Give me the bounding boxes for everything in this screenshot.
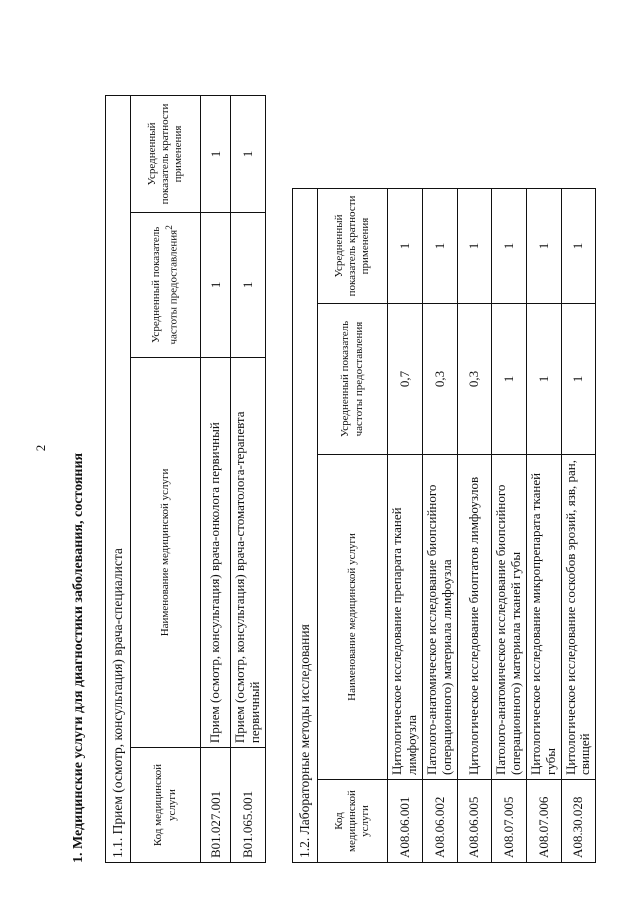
service-code: A08.06.005 xyxy=(457,780,491,863)
consultation-table xyxy=(105,95,266,863)
frequency-value: 1 xyxy=(231,212,266,357)
header-frequency-text: Усредненный показатель частоты предоставления xyxy=(150,226,180,345)
table-row xyxy=(388,189,423,863)
table-row xyxy=(231,96,266,863)
service-code: A08.07.005 xyxy=(491,780,526,863)
table-row xyxy=(561,189,596,863)
header-name: Наименование медицинской услуги xyxy=(318,455,388,780)
frequency-value: 1 xyxy=(491,304,526,455)
page-number: 2 xyxy=(33,444,48,452)
frequency-value: 0,3 xyxy=(422,304,457,455)
service-name: Прием (осмотр, консультация) врача-онколога первичный xyxy=(201,357,231,747)
multiplicity-value: 1 xyxy=(457,189,491,304)
rotated-page-content xyxy=(65,35,593,865)
frequency-value: 1 xyxy=(561,304,596,455)
frequency-value: 1 xyxy=(526,304,561,455)
consultation-caption-row xyxy=(106,96,131,863)
multiplicity-value: 1 xyxy=(388,189,423,304)
multiplicity-value: 1 xyxy=(201,96,231,213)
lab-caption: 1.2. Лабораторные методы исследования xyxy=(293,189,318,863)
multiplicity-value: 1 xyxy=(561,189,596,304)
table-row xyxy=(457,189,491,863)
service-code: B01.027.001 xyxy=(201,748,231,863)
lab-header-row xyxy=(318,189,388,863)
service-name: Цитологическое исследование микропрепарата тканей губы xyxy=(526,455,561,780)
header-code: Код медицинской услуги xyxy=(318,780,388,863)
header-multiplicity: Усредненный показатель кратности применения xyxy=(318,189,388,304)
lab-caption-row xyxy=(293,189,318,863)
header-frequency xyxy=(131,212,201,357)
section-title: 1. Медицинские услуги для диагностики заболевания, состояния xyxy=(71,452,86,863)
consultation-caption: 1.1. Прием (осмотр, консультация) врача-специалиста xyxy=(106,96,131,863)
footnote-marker: 2 xyxy=(163,225,174,230)
service-code: A08.06.002 xyxy=(422,780,457,863)
table-row xyxy=(491,189,526,863)
header-code: Код медицинской услуги xyxy=(131,748,201,863)
header-multiplicity: Усредненный показатель кратности применения xyxy=(131,96,201,213)
multiplicity-value: 1 xyxy=(231,96,266,213)
header-frequency: Усредненный показатель частоты предоставления xyxy=(318,304,388,455)
table-row xyxy=(201,96,231,863)
service-code: A08.30.028 xyxy=(561,780,596,863)
service-name: Патолого-анатомическое исследование биопсийного (операционного) материала тканей губы xyxy=(491,455,526,780)
lab-methods-table xyxy=(292,188,596,863)
multiplicity-value: 1 xyxy=(526,189,561,304)
multiplicity-value: 1 xyxy=(422,189,457,304)
service-code: A08.06.001 xyxy=(388,780,423,863)
frequency-value: 0,7 xyxy=(388,304,423,455)
service-name: Патолого-анатомическое исследование биопсийного (операционного) материала лимфоузла xyxy=(422,455,457,780)
service-code: B01.065.001 xyxy=(231,748,266,863)
frequency-value: 1 xyxy=(201,212,231,357)
service-name: Цитологическое исследование препарата тканей лимфоузла xyxy=(388,455,423,780)
frequency-value: 0,3 xyxy=(457,304,491,455)
header-name: Наименование медицинской услуги xyxy=(131,357,201,747)
service-name: Прием (осмотр, консультация) врача-стоматолога-терапевта первичный xyxy=(231,357,266,747)
table-row xyxy=(526,189,561,863)
table-row xyxy=(422,189,457,863)
multiplicity-value: 1 xyxy=(491,189,526,304)
service-code: A08.07.006 xyxy=(526,780,561,863)
service-name: Цитологическое исследование биоптатов лимфоузлов xyxy=(457,455,491,780)
consultation-header-row xyxy=(131,96,201,863)
service-name: Цитологическое исследование соскобов эрозий, язв, ран, свищей xyxy=(561,455,596,780)
